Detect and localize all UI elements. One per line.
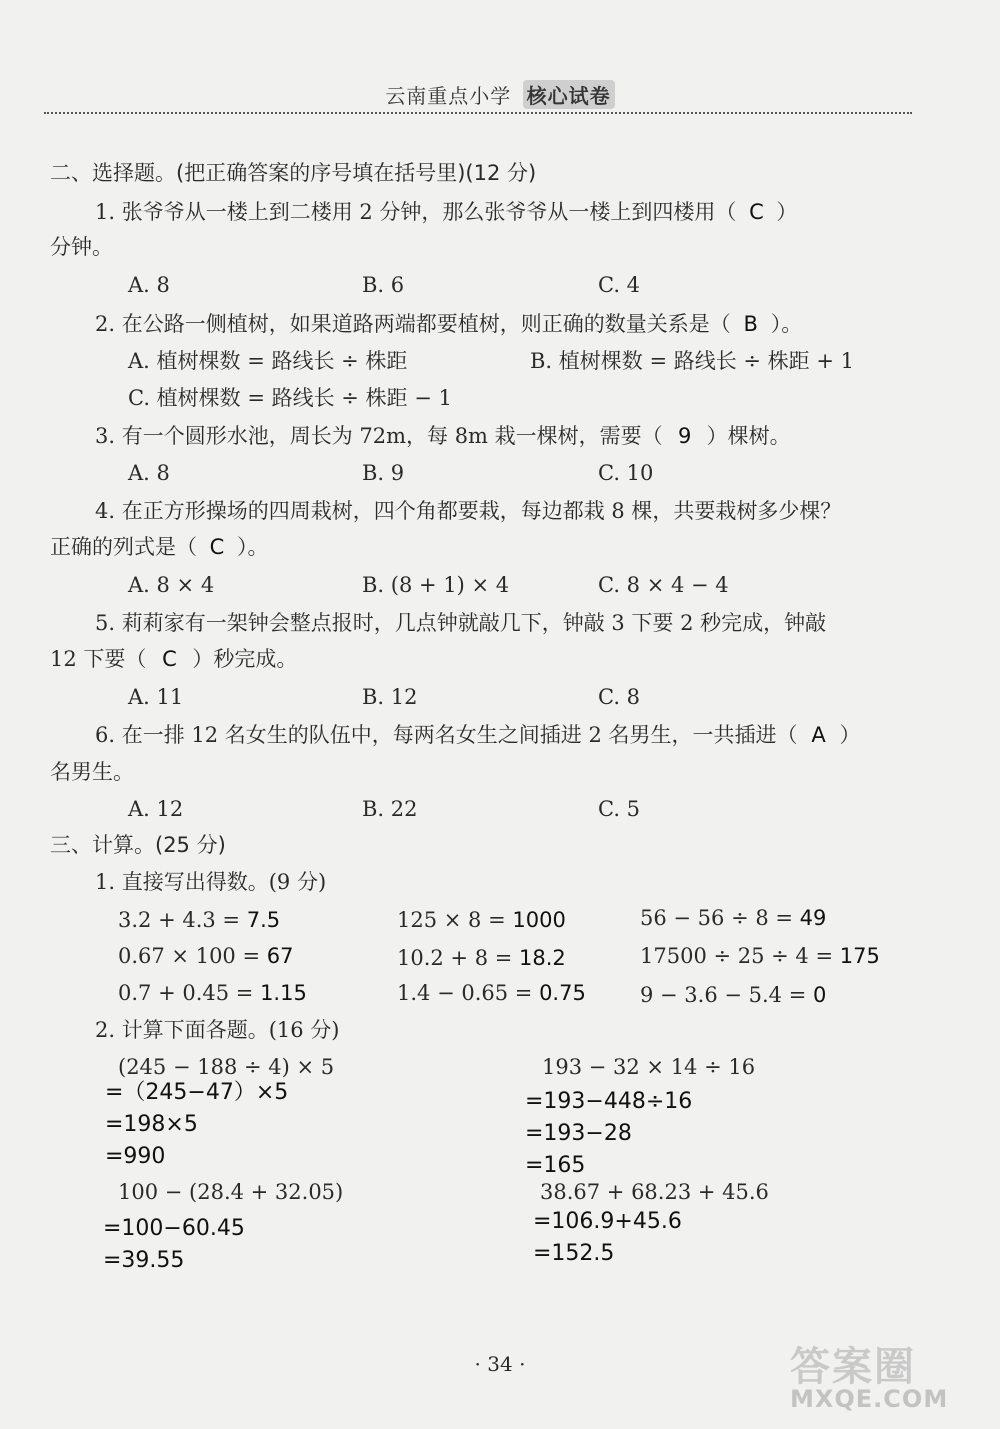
q5-answer: C (162, 647, 177, 671)
q6-stem: 6. 在一排 12 名女生的队伍中，每两名女生之间插进 2 名男生，一共插进（ (95, 723, 798, 747)
calc-answer: 0 (813, 983, 827, 1007)
problem1-step: =990 (105, 1144, 166, 1169)
problem4-step: =106.9+45.6 (533, 1209, 682, 1234)
q1-answer: C (749, 200, 764, 224)
q2-close: ）。 (770, 312, 803, 336)
q5-option-b: B. 12 (362, 685, 418, 709)
calc-item: 9 − 3.6 − 5.4 = 0 (640, 983, 827, 1007)
calc-answer: 49 (799, 906, 827, 930)
calc-item: 3.2 + 4.3 = 7.5 (118, 908, 281, 932)
calc-answer: 0.75 (539, 981, 586, 1005)
q5-text: 5. 莉莉家有一架钟会整点报时，几点钟就敲几下，钟敲 3 下要 2 秒完成，钟敲 (95, 611, 827, 635)
q3-stem: 3. 有一个圆形水池，周长为 72m，每 8m 栽一棵树，需要（ (95, 424, 663, 448)
problem2-step: =193−28 (525, 1121, 632, 1146)
calc-answer: 1.15 (260, 981, 307, 1005)
problem4-expr: 38.67 + 68.23 + 45.6 (540, 1180, 769, 1204)
q2-answer: B (743, 312, 758, 336)
q4-continuation (50, 532, 269, 562)
q3-option-a: A. 8 (128, 461, 170, 485)
calc-answer: 18.2 (519, 946, 566, 970)
q3-close: ）棵树。 (706, 424, 791, 448)
q5-option-c: C. 8 (598, 685, 641, 709)
problem2-step: =193−448÷16 (525, 1089, 693, 1114)
watermark-line2: MXQE.COM (790, 1385, 949, 1413)
q3-option-b: B. 9 (362, 461, 405, 485)
calc-item: 17500 ÷ 25 ÷ 4 = 175 (640, 944, 880, 968)
q6-option-c: C. 5 (598, 797, 641, 821)
section2-heading: 二、选择题。(把正确答案的序号填在括号里)(12 分) (50, 161, 537, 185)
part2-heading: 2. 计算下面各题。(16 分) (95, 1018, 340, 1042)
q4-text: 4. 在正方形操场的四周栽树，四个角都要栽，每边都栽 8 棵，共要栽树多少棵？ (95, 499, 842, 523)
calc-item: 0.67 × 100 = 67 (118, 944, 294, 968)
problem3-step: =39.55 (103, 1248, 185, 1273)
q2-option-b: B. 植树棵数 = 路线长 ÷ 株距 + 1 (530, 349, 854, 373)
q2-stem: 2. 在公路一侧植树，如果道路两端都要植树，则正确的数量关系是（ (95, 312, 731, 336)
q3-option-c: C. 10 (598, 461, 654, 485)
problem1-step: =198×5 (105, 1112, 198, 1137)
problem4-step: =152.5 (533, 1241, 615, 1266)
q1-option-b: B. 6 (362, 273, 405, 297)
calc-item: 0.7 + 0.45 = 1.15 (118, 981, 307, 1005)
calc-answer: 7.5 (246, 908, 281, 932)
q1-option-c: C. 4 (598, 273, 641, 297)
calc-item: 125 × 8 = 1000 (397, 908, 566, 932)
q1-close: ） (776, 200, 798, 224)
problem2-step: =165 (525, 1153, 586, 1178)
q6-close: ） (839, 723, 861, 747)
calc-answer: 1000 (512, 908, 566, 932)
problem3-expr: 100 − (28.4 + 32.05) (118, 1180, 344, 1204)
problem2-expr: 193 − 32 × 14 ÷ 16 (542, 1055, 756, 1079)
q3-text (95, 421, 791, 451)
q4-option-c: C. 8 × 4 − 4 (598, 573, 729, 597)
q5-continuation (50, 644, 297, 674)
q4-option-b: B. (8 + 1) × 4 (362, 573, 510, 597)
q6-continuation: 名男生。 (50, 760, 134, 784)
q6-option-a: A. 12 (128, 797, 184, 821)
q4-lead: 正确的列式是（ (50, 535, 197, 559)
calc-item: 1.4 − 0.65 = 0.75 (397, 981, 586, 1005)
problem1-step: =（245−47）×5 (105, 1080, 289, 1105)
watermark-logo (790, 1335, 980, 1415)
calc-answer: 67 (266, 944, 294, 968)
q1-continuation: 分钟。 (50, 235, 113, 259)
q6-option-b: B. 22 (362, 797, 418, 821)
q2-option-c: C. 植树棵数 = 路线长 ÷ 株距 − 1 (128, 386, 452, 410)
book-title: 云南重点小学 (385, 84, 512, 108)
q5-close: ）秒完成。 (192, 647, 298, 671)
q6-answer: A (811, 723, 826, 747)
q4-answer: C (209, 535, 225, 559)
part1-heading: 1. 直接写出得数。(9 分) (95, 870, 327, 894)
calc-item: 56 − 56 ÷ 8 = 49 (640, 906, 827, 930)
q6-text (95, 720, 861, 750)
watermark-line1: 答案圈 (790, 1344, 916, 1390)
page-number: · 34 · (474, 1352, 526, 1376)
q3-answer: 9 (677, 424, 692, 448)
q2-text (95, 309, 802, 339)
q4-option-a: A. 8 × 4 (128, 573, 215, 597)
q1-text (95, 197, 797, 227)
q5-option-a: A. 11 (128, 685, 184, 709)
q5-lead: 12 下要（ (50, 647, 147, 671)
calc-answer: 175 (839, 944, 880, 968)
header-divider (44, 112, 912, 114)
section3-heading: 三、计算。(25 分) (50, 833, 226, 857)
q4-close: ）。 (237, 535, 269, 559)
problem1-expr: (245 − 188 ÷ 4) × 5 (118, 1055, 335, 1079)
problem3-step: =100−60.45 (103, 1216, 245, 1241)
q2-option-a: A. 植树棵数 = 路线长 ÷ 株距 (128, 349, 408, 373)
calc-item: 10.2 + 8 = 18.2 (397, 946, 566, 970)
page-header (0, 80, 1000, 109)
q1-option-a: A. 8 (128, 273, 170, 297)
series-label: 核心试卷 (523, 80, 615, 109)
q1-stem: 1. 张爷爷从一楼上到二楼用 2 分钟，那么张爷爷从一楼上到四楼用（ (95, 200, 737, 224)
